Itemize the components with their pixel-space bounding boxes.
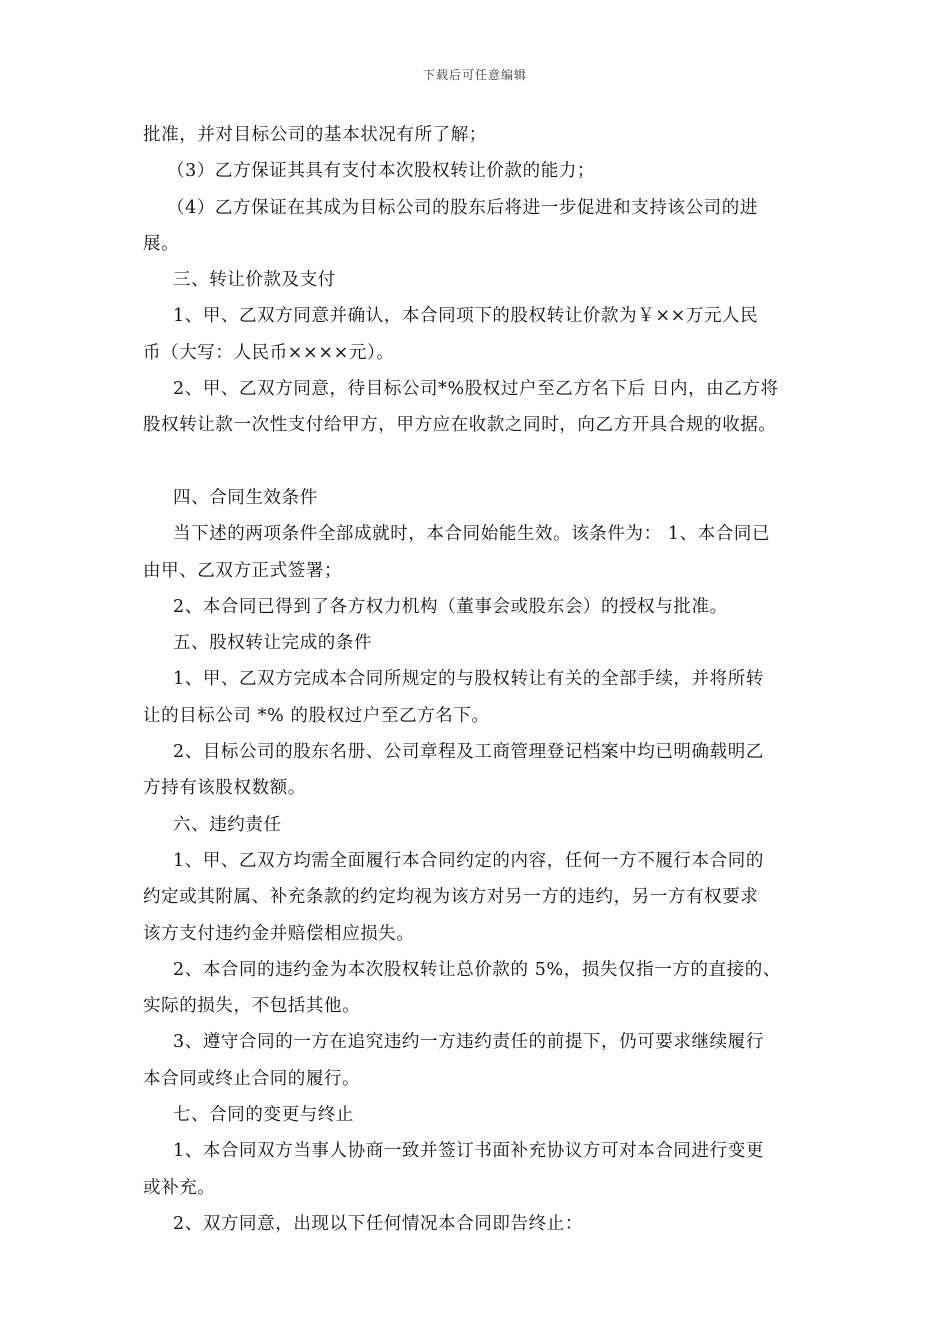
paragraph-line: 方持有该股权数额。 bbox=[143, 778, 306, 799]
paragraph-line: 当下述的两项条件全部成就时，本合同始能生效。该条件为： 1、本合同已 bbox=[173, 524, 771, 545]
paragraph-line: 批准，并对目标公司的基本状况有所了解； bbox=[143, 125, 487, 145]
paragraph-line: 约定或其附属、补充条款的约定均视为该方对另一方的违约，另一方有权要求 bbox=[143, 887, 759, 908]
section-heading: 四、合同生效条件 bbox=[173, 487, 318, 508]
paragraph-line: 股权转让款一次性支付给甲方，甲方应在收款之同时，向乙方开具合规的收据。 bbox=[143, 415, 777, 436]
paragraph-line: 2、目标公司的股东名册、公司章程及工商管理登记档案中均已明确载明乙 bbox=[173, 742, 764, 763]
paragraph-line: 1、甲、乙双方完成本合同所规定的与股权转让有关的全部手续，并将所转 bbox=[173, 669, 764, 690]
paragraph-line: 本合同或终止合同的履行。 bbox=[143, 1068, 361, 1089]
paragraph-line: 展。 bbox=[143, 233, 180, 254]
document-body bbox=[143, 117, 823, 1242]
paragraph-line: 或补充。 bbox=[143, 1177, 216, 1198]
paragraph-line: 3、遵守合同的一方在追究违约一方违约责任的前提下，仍可要求继续履行 bbox=[173, 1032, 764, 1053]
section-heading: 七、合同的变更与终止 bbox=[173, 1105, 354, 1126]
paragraph-line: 实际的损失，不包括其他。 bbox=[143, 996, 361, 1017]
paragraph-line: 由甲、乙双方正式签署； bbox=[143, 560, 343, 581]
paragraph-line: 币（大写：人民币××××元）。 bbox=[143, 342, 395, 363]
section-heading: 六、违约责任 bbox=[173, 814, 282, 835]
paragraph-line: 2、本合同已得到了各方权力机构（董事会或股东会）的授权与批准。 bbox=[173, 596, 728, 617]
page-header-note: 下载后可任意编辑 bbox=[422, 68, 527, 82]
blank-line bbox=[143, 444, 823, 480]
paragraph-line: 1、甲、乙双方同意并确认，本合同项下的股权转让价款为￥××万元人民 bbox=[173, 306, 759, 327]
paragraph-line: （4）乙方保证在其成为目标公司的股东后将进一步促进和支持该公司的进 bbox=[167, 197, 758, 218]
section-heading: 三、转让价款及支付 bbox=[173, 270, 336, 291]
paragraph-line: 2、本合同的违约金为本次股权转让总价款的 5%，损失仅指一方的直接的、 bbox=[173, 959, 781, 980]
paragraph-line: 1、本合同双方当事人协商一致并签订书面补充协议方可对本合同进行变更 bbox=[173, 1141, 764, 1162]
section-heading: 五、股权转让完成的条件 bbox=[173, 633, 373, 654]
paragraph-line: 2、甲、乙双方同意，待目标公司*%股权过户至乙方名下后 日内，由乙方将 bbox=[173, 379, 779, 400]
paragraph-line: （3）乙方保证其具有支付本次股权转让价款的能力； bbox=[167, 161, 596, 182]
paragraph-line: 2、双方同意，出现以下任何情况本合同即告终止： bbox=[173, 1213, 583, 1234]
paragraph-line: 1、甲、乙双方均需全面履行本合同约定的内容，任何一方不履行本合同的 bbox=[173, 850, 764, 871]
paragraph-line: 让的目标公司 *% 的股权过户至乙方名下。 bbox=[143, 705, 490, 726]
paragraph-line: 该方支付违约金并赔偿相应损失。 bbox=[143, 923, 415, 944]
